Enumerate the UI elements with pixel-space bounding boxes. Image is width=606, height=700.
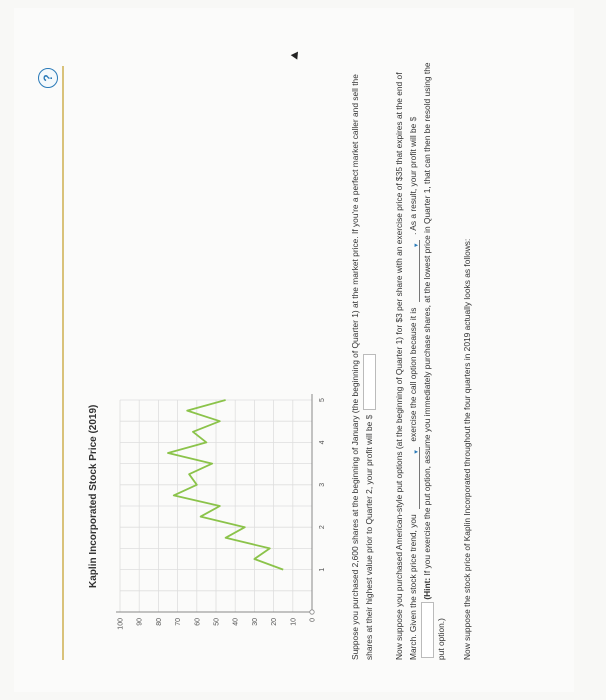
x-tick-label: 4	[319, 440, 326, 445]
y-tick-label: 20	[271, 618, 279, 626]
question-2-text-part1: Now suppose you purchased American-style put options (at the beginning of Quarter 1) for $3 per share with an exercise price of $35 that expires at the end of March. Given the stock price trend, you	[394, 72, 418, 660]
hint-label: (Hint:	[422, 577, 432, 600]
help-icon[interactable]: ?	[38, 68, 58, 88]
question-2-text-part3: . As a result, your profit will be	[408, 123, 418, 235]
x-tick-label: 2	[319, 525, 326, 530]
question-2-text-part2: exercise the call option because it is	[408, 307, 418, 442]
y-tick-label: 80	[155, 618, 163, 626]
chart-title: Kaplin Incorporated Stock Price (2019)	[88, 404, 99, 588]
currency-symbol: $	[364, 414, 374, 420]
option-status-dropdown[interactable]	[408, 240, 420, 302]
y-tick-label: 60	[194, 618, 202, 626]
question-2	[392, 60, 448, 660]
y-tick-label: 10	[290, 618, 298, 626]
y-tick-label: 30	[251, 618, 259, 626]
section-divider	[62, 66, 64, 660]
x-tick-label: 5	[319, 398, 326, 402]
question-3	[460, 60, 474, 660]
x-tick-label: 1	[319, 567, 326, 572]
stock-price-chart	[112, 390, 344, 640]
chevron-down-icon: ▼	[413, 242, 420, 249]
question-1	[348, 60, 376, 660]
currency-symbol: $	[408, 116, 418, 122]
exercise-decision-dropdown[interactable]	[408, 447, 420, 509]
y-tick-label: 50	[213, 618, 221, 626]
origin-marker	[310, 610, 314, 614]
x-tick-label: 3	[319, 482, 326, 487]
y-tick-label: 0	[309, 618, 317, 622]
y-tick-label: 100	[117, 618, 125, 630]
y-tick-label: 70	[175, 618, 183, 626]
chevron-down-icon: ▼	[413, 448, 420, 455]
y-tick-label: 90	[136, 618, 144, 626]
x-tick-labels	[319, 398, 326, 572]
hint-text: If you exercise the put option, assume you immediately purchase shares, at the lowest price in Quarter 1, that can then be resold using the put option.)	[422, 62, 447, 660]
question-3-text: Now suppose the stock price of Kaplin Incorporated throughout the four quarters in 2019 actually looks as follows:	[462, 238, 472, 660]
y-tick-labels	[118, 618, 317, 630]
y-tick-label: 40	[232, 618, 240, 626]
profit-input-1[interactable]	[363, 354, 376, 410]
profit-input-2[interactable]	[421, 602, 434, 658]
question-1-text: Suppose you purchased 2,600 shares at the beginning of January (the beginning of Quarter 1) at the market price. If you're a perfect market caller and sell the shares at their highest value prior to Quarter 2, your profit will be	[350, 74, 374, 660]
